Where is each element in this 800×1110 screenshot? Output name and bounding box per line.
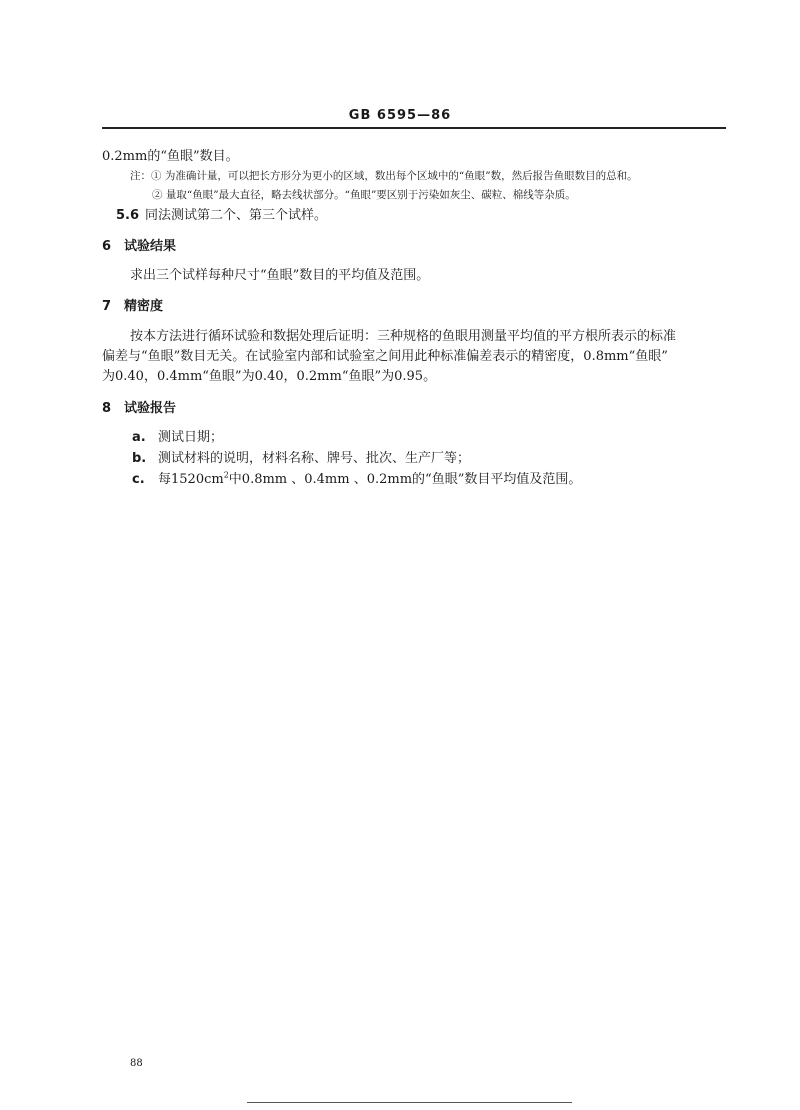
report-item-a-letter: a. — [132, 430, 146, 445]
report-item-c-letter: c. — [132, 472, 145, 487]
section-6-number: 6 — [102, 239, 112, 254]
section-7-body-line-2: 偏差与“鱼眼”数目无关。在试验室内部和试验室之间用此种标准偏差表示的精密度，0.8mm“鱼眼” — [102, 349, 668, 364]
report-item-b — [132, 450, 470, 468]
section-7-heading — [102, 298, 163, 316]
report-item-b-letter: b. — [132, 451, 147, 466]
section-6-heading — [102, 238, 176, 256]
section-7-body-line-3: 为0.40，0.4mm“鱼眼”为0.40，0.2mm“鱼眼”为0.95。 — [102, 369, 437, 384]
section-8-number: 8 — [102, 401, 112, 416]
report-item-c-text-pre: 每1520cm — [158, 472, 224, 487]
section-5-6-number: 5.6 — [116, 208, 140, 223]
report-item-a — [132, 429, 223, 447]
section-5-6 — [116, 207, 327, 225]
section-5-6-text: 同法测试第二个、第三个试样。 — [145, 208, 328, 223]
standard-code: GB 6595—86 — [348, 108, 452, 123]
report-item-b-text: 测试材料的说明，材料名称、牌号、批次、生产厂等； — [158, 451, 471, 466]
section-8-heading — [102, 400, 176, 418]
bottom-rule — [247, 1102, 572, 1103]
note-2: ② 量取“鱼眼”最大直径，略去线状部分。“鱼眼”要区别于污染如灰尘、碳粒、棉线等杂质。 — [152, 189, 576, 201]
section-8-title: 试验报告 — [124, 401, 177, 416]
section-6-title: 试验结果 — [124, 239, 177, 254]
section-7-title: 精密度 — [124, 299, 164, 314]
report-item-c-superscript: 2 — [223, 470, 229, 480]
report-item-c-text-post: 中0.8mm 、0.4mm 、0.2mm的“鱼眼”数目平均值及范围。 — [228, 472, 582, 487]
continuation-line: 0.2mm的“鱼眼”数目。 — [102, 149, 239, 164]
page-number: 88 — [130, 1058, 143, 1069]
header-rule — [102, 127, 726, 129]
note-1: 注：① 为准确计量，可以把长方形分为更小的区域，数出每个区域中的“鱼眼”数，然后报告鱼眼数目的总和。 — [130, 170, 638, 182]
report-item-a-text: 测试日期； — [158, 430, 224, 445]
section-6-body: 求出三个试样每种尺寸“鱼眼”数目的平均值及范围。 — [130, 268, 430, 283]
page-header — [0, 108, 800, 123]
section-7-number: 7 — [102, 299, 112, 314]
section-7-body-line-1: 按本方法进行循环试验和数据处理后证明：三种规格的鱼眼用测量平均值的平方根所表示的标准 — [130, 329, 677, 344]
report-item-c — [132, 471, 581, 489]
